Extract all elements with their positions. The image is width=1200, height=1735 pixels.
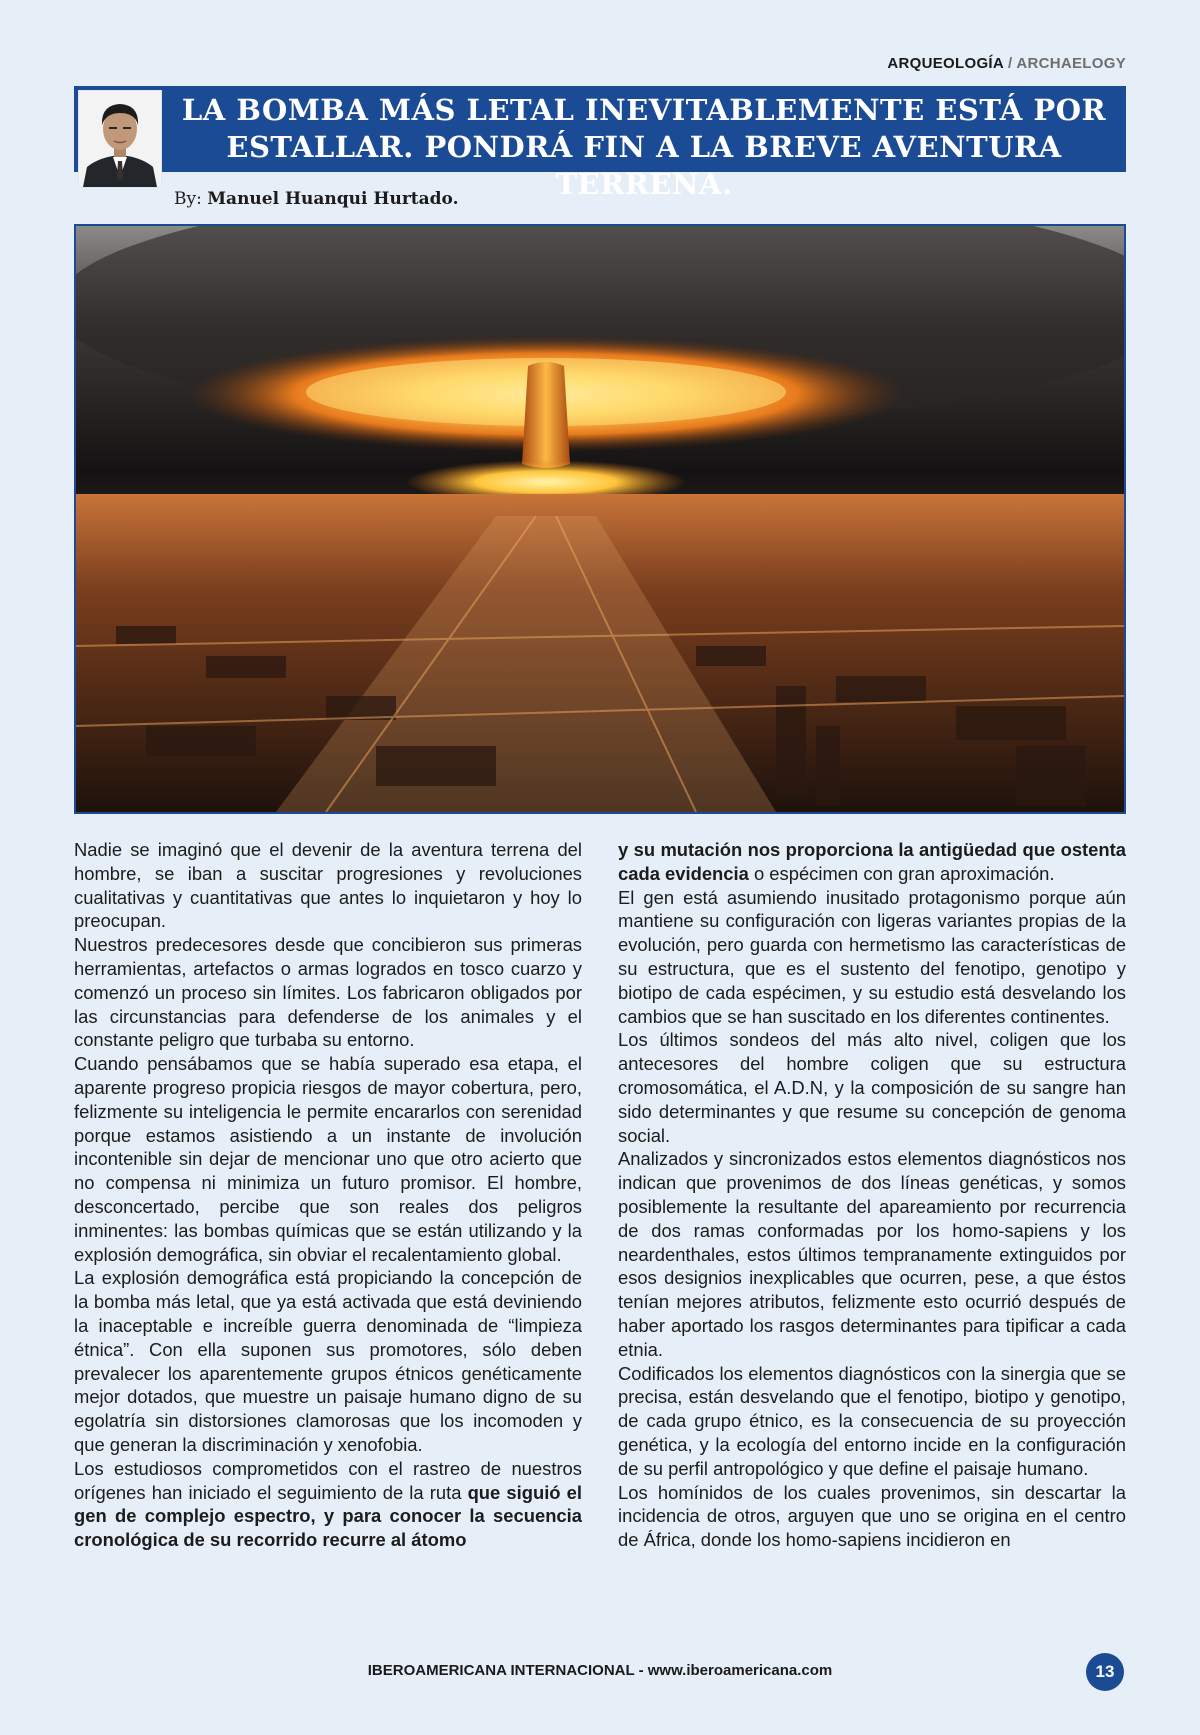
- byline: [174, 189, 459, 209]
- article-column-right: [618, 838, 1126, 1552]
- paragraph-text: Los estudiosos comprometidos con el rastreo de nuestros orígenes han iniciado el seguimiento de la ruta: [74, 1457, 582, 1503]
- article-title-line-2: ESTALLAR. PONDRÁ FIN A LA BREVE AVENTURA TERRENA.: [226, 130, 1062, 201]
- paragraph: [618, 838, 1126, 886]
- article-title: [170, 92, 1118, 203]
- author-photo: [78, 90, 162, 188]
- paragraph: Los homínidos de los cuales provenimos, sin descartar la incidencia de otros, arguyen que uno se origina en el centro de África, donde los homo-sapiens incidieron en: [618, 1481, 1126, 1551]
- paragraph: Cuando pensábamos que se había superado esa etapa, el aparente progreso propicia riesgos de mayor cobertura, pero, felizmente su inteligencia le permite encararlos con serenidad porque estamos asistiendo a un instante de involución incontenible sin dejar de mencionar uno que otro acierto que no compensa ni minimiza un futuro promisor. El hombre, desconcertado, percibe que son reales dos peligros inminentes: las bombas químicas que se están utilizando y la explosión demográfica, sin obviar el recalentamiento global.: [74, 1053, 582, 1265]
- paragraph: El gen está asumiendo inusitado protagonismo porque aún mantiene su configuración con ligeras variantes propias de la evolución, pero guarda con hermetismo las características de su estructura, que es el sustento del fenotipo, genotipo y biotipo de cada espécimen, y su estudio está desvelando los cambios que se han suscitado en los diferentes continentes.: [618, 886, 1126, 1027]
- section-label-es: ARQUEOLOGÍA: [887, 55, 1004, 72]
- author-name: Manuel Huanqui Hurtado.: [207, 189, 459, 209]
- hero-image-nuclear-explosion: [74, 224, 1126, 814]
- section-label-separator: /: [1007, 55, 1013, 72]
- paragraph: Analizados y sincronizados estos elementos diagnósticos nos indican que provenimos de dos líneas genéticas, y somos posiblemente la resultante del apareamiento por recurrencia de dos ramas conformadas por los homo-sapiens y los neardenthales, estos últimos tempranamente extinguidos por esos designios inexplicables que ocurren, pese, a que éstos tenían mejores atributos, felizmente esto ocurrió después de haber aportado los rasgos determinantes para tipificar a cada etnia.: [618, 1148, 1126, 1360]
- section-label: [887, 55, 1126, 72]
- paragraph: La explosión demográfica está propiciando la concepción de la bomba más letal, que ya está activada que está deviniendo la inaceptable e increíble guerra denominada de “limpieza étnica”. Con ella suponen sus promotores, sólo deben prevalecer los aparentemente grupos étnicos genéticamente mejor dotados, que muestre un paisaje humano digno de su egolatría sin distorsiones clamorosas que los incomoden y que generan la discriminación y xenofobia.: [74, 1267, 582, 1455]
- paragraph-bold-text: que siguió el gen de complejo espectro, y para conocer la secuencia cronológica de su recorrido recurre al átomo: [74, 1481, 582, 1551]
- paragraph: Los últimos sondeos del más alto nivel, coligen que los antecesores del hombre coligen que su estructura cromosomática, el A.D.N, y la composición de su sangre han sido determinantes y que resume su concepción de genoma social.: [618, 1029, 1126, 1146]
- paragraph-text: o espécimen con gran aproximación.: [748, 862, 1055, 884]
- paragraph: [74, 1457, 582, 1552]
- page-number-badge: 13: [1086, 1653, 1124, 1691]
- paragraph: Nadie se imaginó que el devenir de la aventura terrena del hombre, se iban a suscitar progresiones y revoluciones cualitativas y cuantitativas que antes lo inquietaron y hoy lo preocupan.: [74, 839, 582, 932]
- section-label-en: ARCHAELOGY: [1016, 55, 1126, 72]
- footer-publication: IBEROAMERICANA INTERNACIONAL - www.iberoamericana.com: [367, 1662, 833, 1679]
- article-title-line-1: LA BOMBA MÁS LETAL INEVITABLEMENTE ESTÁ POR: [181, 93, 1107, 127]
- paragraph: Codificados los elementos diagnósticos con la sinergia que se precisa, están desvelando que el fenotipo, biotipo y genotipo, de cada grupo étnico, es la consecuencia de su proyección genética, y la ecología del entorno incide en la configuración de su perfil antropológico y que define el paisaje humano.: [618, 1362, 1126, 1479]
- paragraph-bold-text: y su mutación nos proporciona la antigüedad que ostenta cada evidencia: [618, 839, 1126, 884]
- byline-label: By:: [174, 189, 202, 209]
- paragraph: Nuestros predecesores desde que concibieron sus primeras herramientas, artefactos o armas logrados en tosco cuarzo y comenzó un proceso sin límites. Los fabricaron obligados por las circunstancias para defenderse de los animales y el constante peligro que turbaba su entorno.: [74, 934, 582, 1051]
- article-column-left: [74, 838, 582, 1552]
